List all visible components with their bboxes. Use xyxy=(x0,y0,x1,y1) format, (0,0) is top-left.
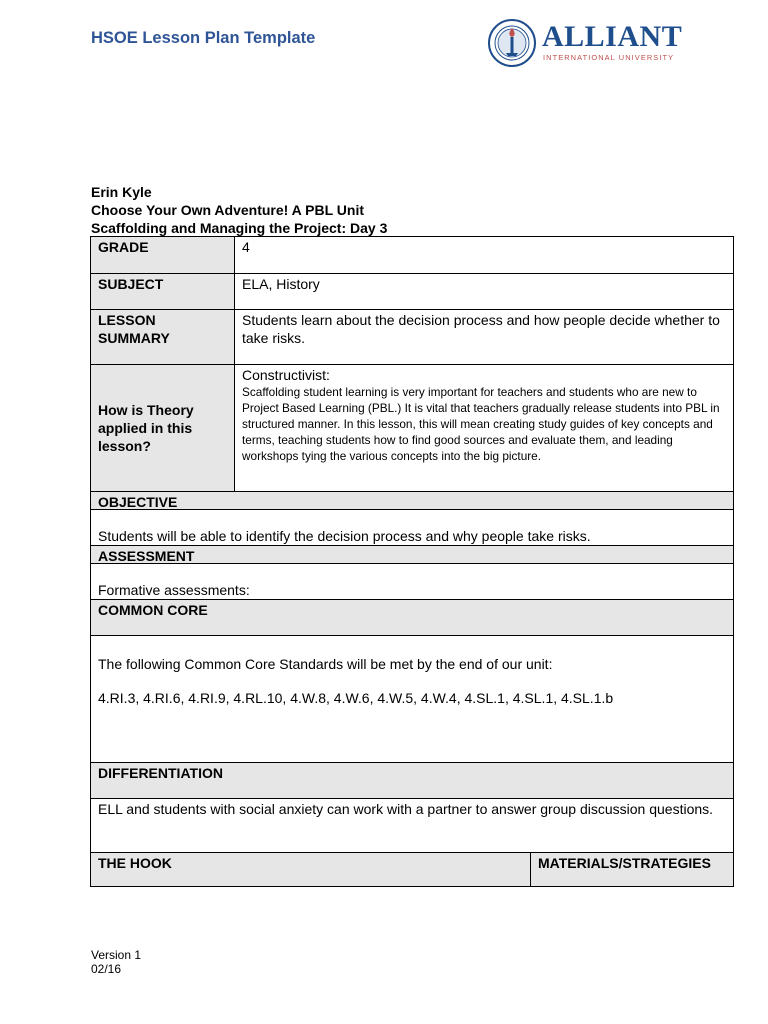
differentiation-label: DIFFERENTIATION xyxy=(91,763,733,798)
common-core-label: COMMON CORE xyxy=(91,600,733,635)
university-seal-icon xyxy=(487,18,537,68)
objective-label: OBJECTIVE xyxy=(91,492,733,509)
grade-row xyxy=(91,237,733,273)
unit-title: Choose Your Own Adventure! A PBL Unit xyxy=(91,202,365,218)
subject-label: SUBJECT xyxy=(91,274,235,309)
theory-cell xyxy=(235,365,733,491)
lesson-meta xyxy=(91,183,387,237)
author-name: Erin Kyle xyxy=(91,184,152,200)
materials-label: MATERIALS/STRATEGIES xyxy=(531,853,733,886)
common-core-standards: 4.RI.3, 4.RI.6, 4.RI.9, 4.RL.10, 4.W.8, 4.W.6, 4.W.5, 4.W.4, 4.SL.1, 4.SL.1, 4.SL.1.b xyxy=(98,690,614,706)
hook-row xyxy=(91,852,733,886)
objective-body-row xyxy=(91,509,733,545)
assessment-body-row xyxy=(91,563,733,599)
grade-value: 4 xyxy=(242,239,250,255)
theory-label: How is Theory applied in this lesson? xyxy=(91,365,235,491)
subject-row xyxy=(91,273,733,309)
date-text: 02/16 xyxy=(91,962,122,976)
theory-heading: Constructivist: xyxy=(242,367,330,383)
objective-text: Students will be able to identify the decision process and why people take risks. xyxy=(98,528,591,544)
alliant-logo xyxy=(487,16,687,72)
day-title: Scaffolding and Managing the Project: Day 3 xyxy=(91,220,388,236)
summary-row xyxy=(91,309,733,364)
hook-cells xyxy=(91,853,733,886)
version-text: Version 1 xyxy=(91,948,142,962)
common-core-header-row xyxy=(91,599,733,635)
common-core-cell xyxy=(91,636,733,762)
theory-row xyxy=(91,364,733,491)
differentiation-header-row xyxy=(91,762,733,798)
grade-label: GRADE xyxy=(91,237,235,273)
objective-header-row xyxy=(91,491,733,509)
summary-label: LESSON SUMMARY xyxy=(91,310,235,364)
differentiation-text: ELL and students with social anxiety can work with a partner to answer group discussion questions. xyxy=(98,801,714,817)
differentiation-body-row xyxy=(91,798,733,852)
logo-tagline: INTERNATIONAL UNIVERSITY xyxy=(543,53,675,62)
document-footer xyxy=(91,948,141,976)
common-core-intro: The following Common Core Standards will be met by the end of our unit: xyxy=(98,656,553,672)
hook-label: THE HOOK xyxy=(91,853,531,886)
assessment-text: Formative assessments: xyxy=(98,582,250,598)
common-core-body-row xyxy=(91,635,733,762)
summary-value: Students learn about the decision process and how people decide whether to take risks. xyxy=(242,312,720,346)
assessment-label: ASSESSMENT xyxy=(91,546,733,563)
logo-wordmark: ALLIANT xyxy=(542,20,683,53)
subject-value: ELA, History xyxy=(242,276,320,292)
assessment-header-row xyxy=(91,545,733,563)
theory-text: Scaffolding student learning is very important for teachers and students who are new to Project Based Learning (PBL.) It is vital that teachers gradually release students into PBL in structured manner. In this lesson, this will mean creating study guides of key concepts and terms, teaching students how to find good sources and evaluate them, and leading workshops tying the various concepts into the big picture. xyxy=(242,385,720,463)
lesson-plan-table xyxy=(90,236,734,887)
document-header-title: HSOE Lesson Plan Template xyxy=(91,29,316,47)
